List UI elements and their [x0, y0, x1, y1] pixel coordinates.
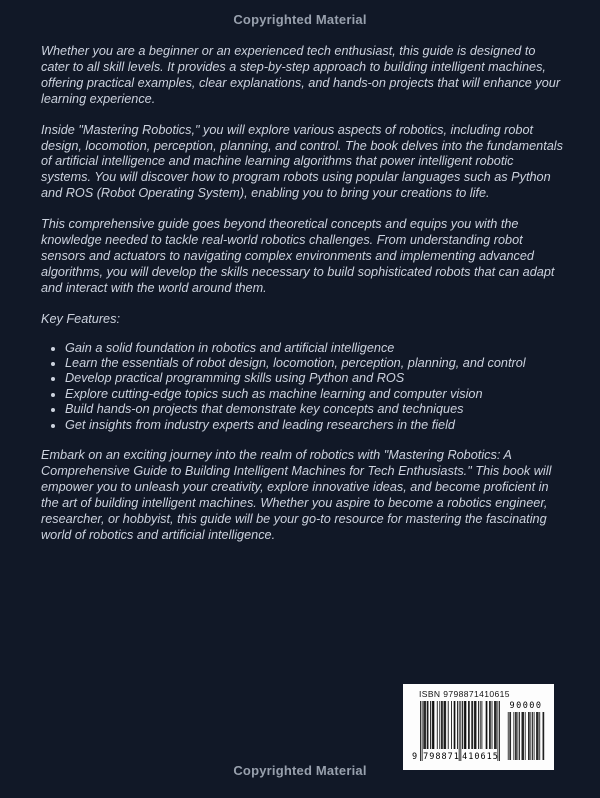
barcode-panel: [403, 684, 554, 770]
feature-item: • Build hands-on projects that demonstrate key concepts and techniques: [65, 402, 564, 417]
ean5-supplement: [507, 701, 545, 760]
copyright-banner-top: Copyrighted Material: [233, 12, 367, 27]
barcode-digits-group2: 410615: [462, 752, 499, 762]
feature-item: • Explore cutting-edge topics such as machine learning and computer vision: [65, 387, 564, 402]
feature-item: • Learn the essentials of robot design, locomotion, perception, planning, and control: [65, 356, 564, 371]
key-features-heading: Key Features:: [41, 311, 120, 326]
closing-paragraph: Embark on an exciting journey into the realm of robotics with "Mastering Robotics: A Comprehensive Guide to Building Intelligent Machines for Tech Enthusiasts." This book will empower you to unleash your creativity, explore innovative ideas, and become proficient in the art of building intelligent machines. Whether you aspire to become a robotics engineer, researcher, or hobbyist, this guide will be your go-to resource for mastering the fascinating world of robotics and artificial intelligence.: [41, 448, 552, 542]
ean13-barcode: [412, 701, 500, 762]
feature-item: • Gain a solid foundation in robotics and artificial intelligence: [65, 341, 564, 356]
isbn-label: ISBN 9798871410615: [419, 689, 510, 699]
overview-paragraph: Inside "Mastering Robotics," you will explore various aspects of robotics, including robot design, locomotion, perception, planning, and control. The book delves into the fundamentals of artificial intelligence and machine learning algorithms that power intelligent robotic systems. You will discover how to program robots using popular languages such as Python and ROS (Robot Operating System), enabling you to bring your creations to life.: [41, 122, 563, 201]
feature-item: • Develop practical programming skills using Python and ROS: [65, 371, 564, 386]
barcode-digit-leading: 9: [412, 752, 418, 762]
back-cover-text: [41, 44, 564, 558]
intro-paragraph: Whether you are a beginner or an experienced tech enthusiast, this guide is designed to cater to all skill levels. It provides a step-by-step approach to building intelligent machines, offering practical examples, clear explanations, and hands-on projects that will enhance your learning experience.: [41, 44, 561, 106]
supplement-number: 90000: [509, 701, 543, 711]
copyright-banner-bottom: Copyrighted Material: [233, 763, 367, 778]
ean5-bars: [507, 712, 545, 760]
depth-paragraph: This comprehensive guide goes beyond theoretical concepts and equips you with the knowledge needed to tackle real-world robotics challenges. From understanding robot sensors and actuators to navigating complex environments and implementing advanced algorithms, you will develop the skills necessary to build sophisticated robots that can adapt and interact with the world around them.: [41, 217, 555, 295]
barcode-row: [412, 701, 554, 762]
feature-item: • Get insights from industry experts and leading researchers in the field: [65, 418, 564, 433]
barcode-digits-group1: 798871: [423, 752, 460, 762]
key-features-list: [41, 341, 564, 433]
